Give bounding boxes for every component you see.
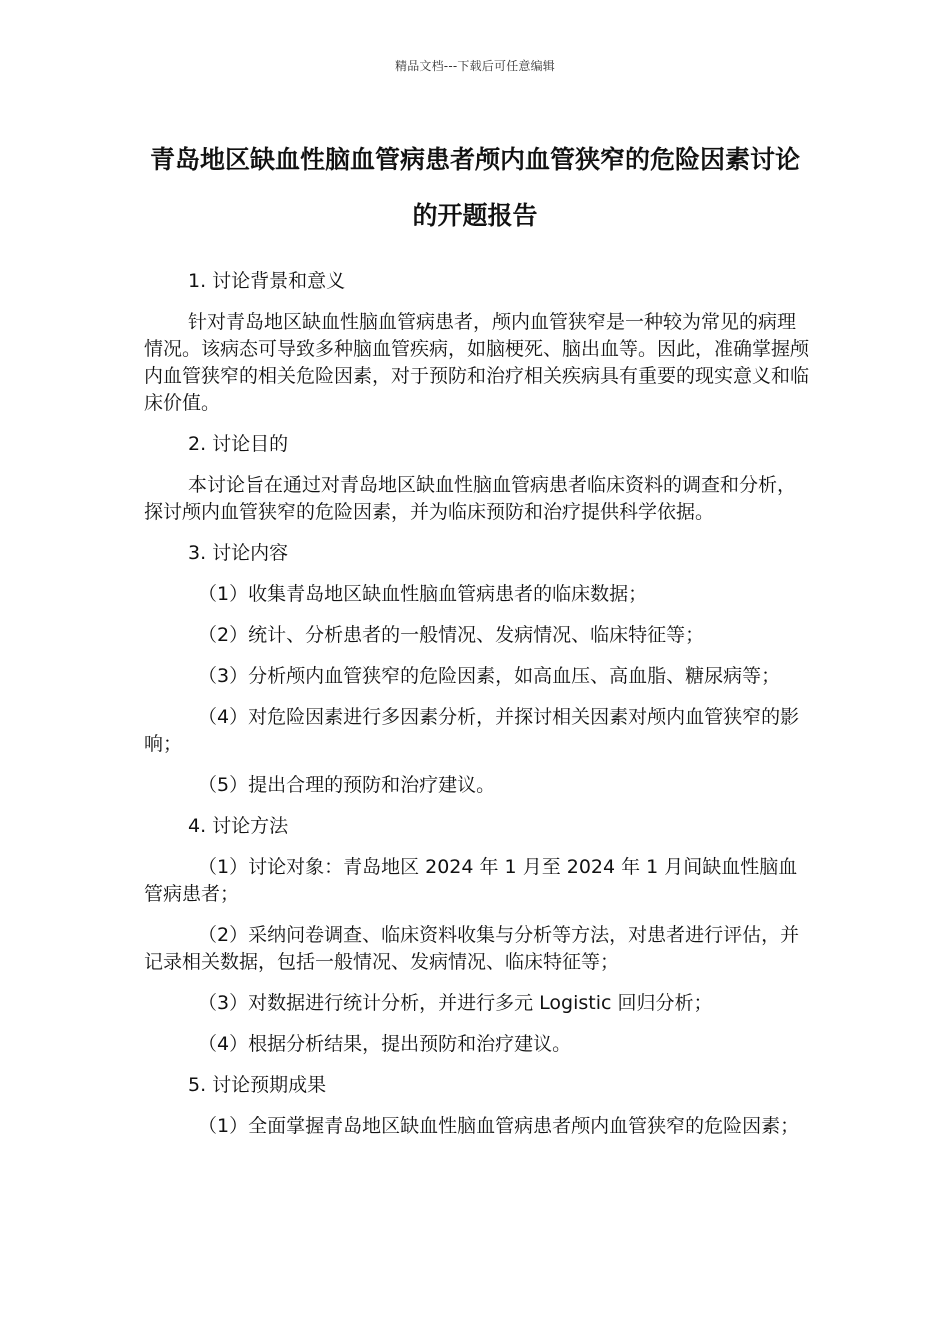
- list-item: （1）收集青岛地区缺血性脑血管病患者的临床数据；: [198, 583, 648, 605]
- section-content: [144, 540, 812, 799]
- list-item: （2）统计、分析患者的一般情况、发病情况、临床特征等；: [198, 624, 705, 646]
- section-methods: [144, 813, 812, 1058]
- document-title: 青岛地区缺血性脑血管病患者颅内血管狭窄的危险因素讨论的开题报告: [149, 145, 800, 230]
- section-paragraph: 针对青岛地区缺血性脑血管病患者，颅内血管狭窄是一种较为常见的病理情况。该病态可导致多种脑血管疾病，如脑梗死、脑出血等。因此，准确掌握颅内血管狭窄的相关危险因素，对于预防和治疗相关疾病具有重要的现实意义和临床价值。: [144, 311, 810, 414]
- list-item: （5）提出合理的预防和治疗建议。: [198, 774, 496, 796]
- list-item: （3）分析颅内血管狭窄的危险因素，如高血压、高血脂、糖尿病等；: [198, 665, 781, 687]
- section-heading: 1. 讨论背景和意义: [188, 270, 346, 292]
- document-body: [144, 268, 812, 1154]
- section-expected-results: [144, 1072, 812, 1140]
- section-paragraph: 本讨论旨在通过对青岛地区缺血性脑血管病患者临床资料的调查和分析，探讨颅内血管狭窄的危险因素，并为临床预防和治疗提供科学依据。: [144, 474, 797, 523]
- list-item: （1）讨论对象：青岛地区 2024 年 1 月至 2024 年 1 月间缺血性脑血管病患者；: [144, 856, 798, 905]
- list-item: （1）全面掌握青岛地区缺血性脑血管病患者颅内血管狭窄的危险因素；: [198, 1115, 800, 1137]
- section-heading: 2. 讨论目的: [188, 433, 289, 455]
- header-note: 精品文档---下载后可任意编辑: [395, 59, 555, 73]
- section-background: [144, 268, 812, 417]
- section-heading: 5. 讨论预期成果: [188, 1074, 327, 1096]
- list-item: （4）根据分析结果，提出预防和治疗建议。: [198, 1033, 572, 1055]
- section-heading: 4. 讨论方法: [188, 815, 289, 837]
- list-item: （3）对数据进行统计分析，并进行多元 Logistic 回归分析；: [198, 992, 713, 1014]
- list-item: （2）采纳问卷调查、临床资料收集与分析等方法，对患者进行评估，并记录相关数据，包括一般情况、发病情况、临床特征等；: [144, 924, 800, 973]
- section-heading: 3. 讨论内容: [188, 542, 289, 564]
- section-purpose: [144, 431, 812, 526]
- list-item: （4）对危险因素进行多因素分析，并探讨相关因素对颅内血管狭窄的影响；: [144, 706, 800, 755]
